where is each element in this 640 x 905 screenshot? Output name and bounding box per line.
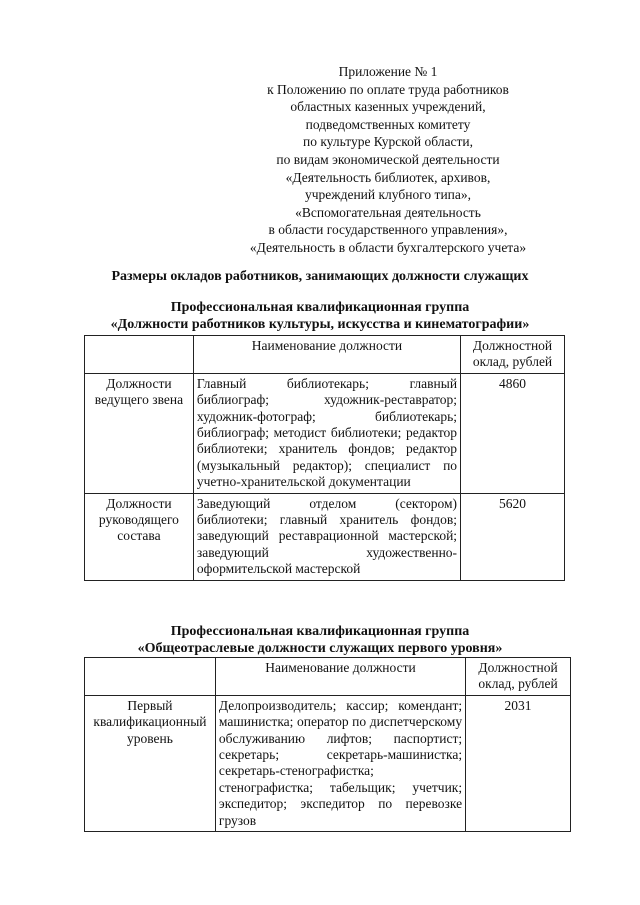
header-cell-level	[85, 336, 194, 374]
appendix-line: подведомственных комитету	[305, 116, 471, 132]
level-cell: Должности руководящего состава	[85, 493, 194, 580]
appendix-line: учреждений клубного типа»,	[304, 187, 472, 203]
positions-cell: Главный библиотекарь; главный библиограф; художник-реставратор; художник-фотограф; библиотекарь; библиограф; методист библиотеки; редактор библиотеки; хранитель фондов; редактор (музыкальный редактор); специалист по учетно-хранительской документации	[193, 373, 460, 493]
appendix-header	[233, 63, 543, 257]
appendix-line: «Деятельность библиотек, архивов,	[285, 169, 491, 185]
main-title: Размеры окладов работников, занимающих должности служащих	[111, 269, 529, 284]
salary-cell: 5620	[461, 493, 565, 580]
positions-cell: Заведующий отделом (сектором) библиотеки; главный хранитель фондов; заведующий реставрационной мастерской; заведующий художественно-оформительской мастерской	[193, 493, 460, 580]
salary-table-general	[84, 657, 571, 832]
appendix-line: в области государственного управления»,	[268, 222, 508, 238]
group-title-line: Профессиональная квалификационная группа	[170, 624, 470, 639]
appendix-line: «Деятельность в области бухгалтерского учета»	[249, 239, 527, 255]
group-title-line: «Должности работников культуры, искусства и кинематографии»	[110, 317, 530, 332]
appendix-line: «Вспомогательная деятельность	[295, 204, 481, 220]
header-cell-level	[85, 658, 216, 696]
header-cell-salary: Должностной оклад, рублей	[461, 336, 565, 374]
salary-table-culture	[84, 335, 565, 581]
group-title-general	[0, 623, 640, 657]
appendix-line: областных казенных учреждений,	[290, 99, 486, 115]
group-title-line: Профессиональная квалификационная группа	[170, 300, 470, 315]
table-row	[85, 373, 565, 493]
table-row	[85, 493, 565, 580]
level-cell: Должности ведущего звена	[85, 373, 194, 493]
appendix-line: по видам экономической деятельности	[276, 151, 500, 167]
group-title-culture	[0, 299, 640, 333]
table-header-row	[85, 658, 571, 696]
header-cell-salary: Должностной оклад, рублей	[466, 658, 571, 696]
group-title-line: «Общеотраслевые должности служащих первого уровня»	[137, 641, 503, 656]
header-cell-position: Наименование должности	[215, 658, 465, 696]
positions-cell: Делопроизводитель; кассир; комендант; машинистка; оператор по диспетчерскому обслуживанию лифтов; паспортист; секретарь; секретарь-машинистка; секретарь-стенографистка; стенографистка; табельщик; учетчик; экспедитор; экспедитор по перевозке грузов	[215, 695, 465, 831]
salary-cell: 2031	[466, 695, 571, 831]
table-row	[85, 695, 571, 831]
table-header-row	[85, 336, 565, 374]
header-cell-position: Наименование должности	[193, 336, 460, 374]
salary-cell: 4860	[461, 373, 565, 493]
level-cell: Первый квалификационный уровень	[85, 695, 216, 831]
appendix-line: Приложение № 1	[338, 64, 438, 79]
appendix-line: по культуре Курской области,	[302, 134, 474, 150]
appendix-line: к Положению по оплате труда работников	[267, 81, 509, 97]
